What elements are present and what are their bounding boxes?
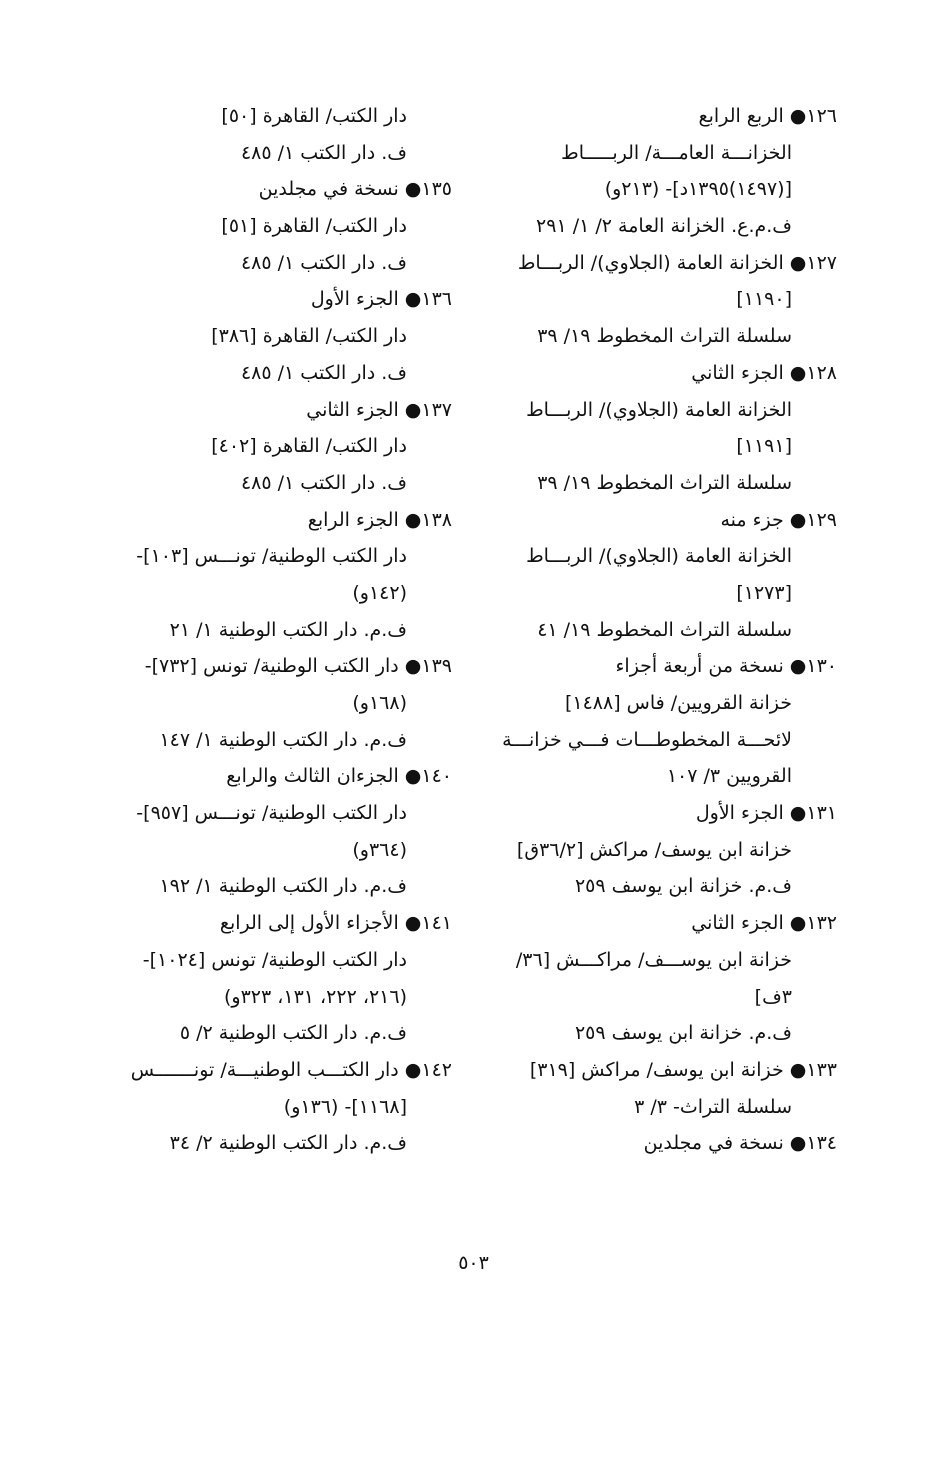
- entry-line: (١٦٨و): [352, 692, 407, 714]
- entry-heading: ١٢٨● الجزء الثاني: [691, 361, 837, 384]
- entry-line: ف.م. دار الكتب الوطنية ١/ ١٤٧: [159, 728, 407, 751]
- entry-line: ف. دار الكتب ١/ ٤٨٥: [240, 361, 407, 384]
- entry-line: القرويين ٣/ ١٠٧: [666, 765, 792, 788]
- entry-line: ف.م. دار الكتب الوطنية ٢/ ٣٤: [169, 1132, 407, 1155]
- entry-line: [١٢٧٣]: [736, 581, 792, 604]
- page-number: ٥٠٣: [458, 1252, 489, 1274]
- entry-heading: ١٣٤● نسخة في مجلدين: [643, 1132, 837, 1155]
- entry-line: خزانة ابن يوســـف/ مراكـــش [٣٦/: [515, 948, 792, 971]
- entry-line: ف. دار الكتب ١/ ٤٨٥: [240, 251, 407, 274]
- entry-line: ف. دار الكتب ١/ ٤٨٥: [240, 141, 407, 164]
- entry-heading: ١٢٩● جزء منه: [720, 508, 837, 531]
- entry-line: ف.م. دار الكتب الوطنية ١/ ١٩٢: [159, 875, 407, 898]
- entry-heading: ١٤٠● الجزءان الثالث والرابع: [226, 765, 452, 788]
- entry-line: دار الكتب/ القاهرة [٥١]: [221, 215, 407, 238]
- entry-line: ف. دار الكتب ١/ ٤٨٥: [240, 471, 407, 494]
- entry-line: [١١٦٨]- (١٣٦و): [283, 1095, 407, 1118]
- entry-line: الخزانة العامة (الجلاوي)/ الربـــاط: [526, 545, 792, 568]
- entry-line: الخزانـــة العامـــة/ الربـــــاط: [561, 141, 792, 164]
- entry-line: دار الكتب/ القاهرة [٥٠]: [221, 105, 407, 127]
- entry-heading: ١٣٨● الجزء الرابع: [307, 508, 452, 531]
- entry-line: [(١٤٩٧)١٣٩٥د]- (٢١٣و): [604, 178, 792, 201]
- left-column: [107, 98, 452, 1162]
- entry-line: ف.م. خزانة ابن يوسف ٢٥٩: [574, 1022, 792, 1045]
- entry-line: ٣ف]: [754, 985, 792, 1008]
- entry-line: ف.م. دار الكتب الوطنية ١/ ٢١: [169, 618, 407, 641]
- entry-line: ف.م.ع. الخزانة العامة ٢/ ١/ ٢٩١: [536, 215, 792, 238]
- entry-line: سلسلة التراث- ٣/ ٣: [634, 1095, 792, 1118]
- entry-heading: ١٤٢● دار الكتـــب الوطنيـــة/ تونـــــــس: [130, 1058, 452, 1081]
- entry-line: ف.م. خزانة ابن يوسف ٢٥٩: [574, 875, 792, 898]
- entry-heading: ١٣١● الجزء الأول: [695, 802, 837, 825]
- entry-line: [١١٩٠]: [736, 288, 792, 311]
- entry-heading: ١٣٣● خزانة ابن يوسف/ مراكش [٣١٩]: [529, 1058, 837, 1081]
- entry-line: دار الكتب الوطنية/ تونس [١٠٢٤]-: [142, 948, 407, 971]
- entry-line: خزانة ابن يوسف/ مراكش [٣٦/٢ق]: [516, 838, 792, 861]
- entry-heading: ١٢٧● الخزانة العامة (الجلاوي)/ الربـــاط: [517, 251, 837, 274]
- entry-line: (١٤٢و): [352, 581, 407, 604]
- entry-heading: ١٣٠● نسخة من أربعة أجزاء: [615, 655, 837, 678]
- entry-line: دار الكتب/ القاهرة [٣٨٦]: [211, 325, 407, 348]
- entry-line: سلسلة التراث المخطوط ١٩/ ٣٩: [537, 471, 792, 494]
- entry-line: [١١٩١]: [736, 435, 792, 458]
- entry-line: الخزانة العامة (الجلاوي)/ الربـــاط: [526, 398, 792, 421]
- entry-heading: ١٣٩● دار الكتب الوطنية/ تونس [٧٣٢]-: [144, 655, 452, 678]
- entry-heading: ١٢٦● الربع الرابع: [698, 105, 837, 127]
- entry-line: (٣٦٤و): [352, 838, 407, 861]
- entry-heading: ١٣٦● الجزء الأول: [310, 288, 452, 311]
- entry-line: دار الكتب الوطنية/ تونـــس [١٠٣]-: [136, 545, 407, 568]
- right-column: [487, 98, 837, 1162]
- entry-heading: ١٤١● الأجزاء الأول إلى الرابع: [219, 912, 452, 935]
- entry-heading: ١٣٧● الجزء الثاني: [306, 398, 452, 421]
- entry-line: دار الكتب الوطنية/ تونـــس [٩٥٧]-: [136, 802, 407, 825]
- entry-line: خزانة القرويين/ فاس [١٤٨٨]: [564, 692, 792, 714]
- entry-line: سلسلة التراث المخطوط ١٩/ ٣٩: [537, 325, 792, 348]
- entry-line: ف.م. دار الكتب الوطنية ٢/ ٥: [179, 1022, 407, 1045]
- entry-heading: ١٣٢● الجزء الثاني: [691, 912, 837, 935]
- entry-line: (٢١٦، ٢٢٢، ١٣١، ٣٢٣و): [223, 985, 407, 1008]
- entry-heading: ١٣٥● نسخة في مجلدين: [258, 178, 452, 201]
- entry-line: دار الكتب/ القاهرة [٤٠٢]: [211, 435, 407, 458]
- entry-line: لائحـــة المخطوطـــات فـــي خزانـــة: [502, 728, 792, 751]
- entry-line: سلسلة التراث المخطوط ١٩/ ٤١: [537, 618, 792, 641]
